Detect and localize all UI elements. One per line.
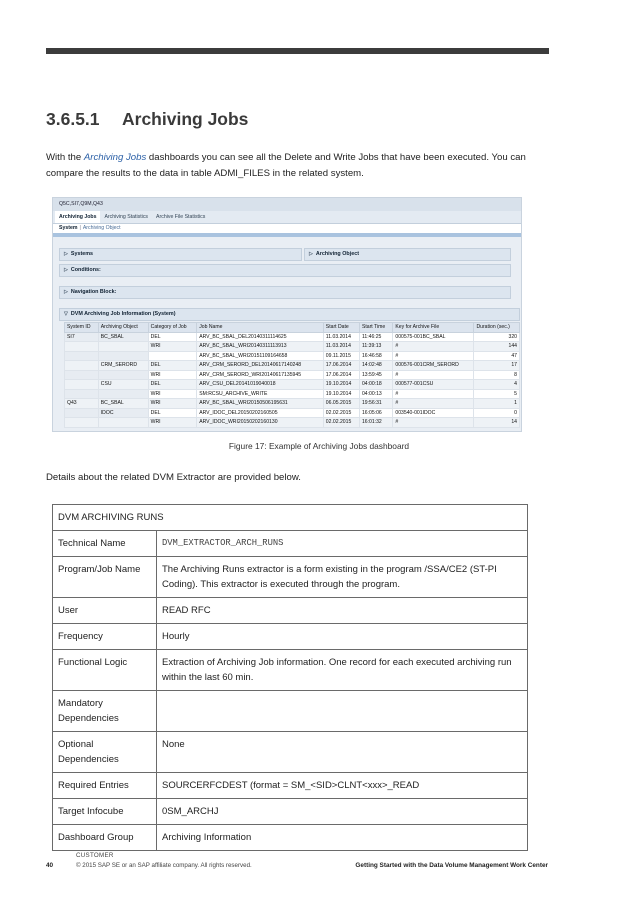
footer-classification: CUSTOMER (76, 852, 114, 859)
table-cell: WRI (148, 342, 197, 352)
runs-row-value: 0SM_ARCHJ (157, 799, 528, 825)
table-cell: 320 (474, 332, 520, 342)
table-cell: # (393, 389, 474, 399)
runs-row-value: SOURCERFCDEST (format = SM_<SID>CLNT<xxx>_READ (157, 773, 528, 799)
column-header[interactable]: Category of Job (148, 323, 197, 333)
table-cell (98, 389, 148, 399)
runs-row (53, 799, 528, 825)
expand-triangle-icon[interactable] (64, 289, 68, 295)
column-header[interactable]: Key for Archive File (393, 323, 474, 333)
breadcrumb-separator: | (79, 225, 81, 231)
expand-triangle-icon[interactable] (64, 267, 68, 273)
table-cell (65, 361, 99, 371)
table-cell: ARV_IDOC_DEL20150202160505 (197, 408, 324, 418)
conditions-panel[interactable] (59, 264, 511, 277)
table-cell: ARV_BC_SBAL_WRI20140311113913 (197, 342, 324, 352)
table-cell: 14:02:48 (359, 361, 392, 371)
table-cell: 09.11.2015 (323, 351, 359, 361)
runs-row (53, 557, 528, 598)
table-cell: CSU (98, 380, 148, 390)
table-cell: 17.06.2014 (323, 370, 359, 380)
table-cell: 17.06.2014 (323, 361, 359, 371)
runs-row-value: Extraction of Archiving Job information. One record for each executed archiving run within the last 60 min. (157, 650, 528, 691)
table-cell: ARV_CSU_DEL20141019040018 (197, 380, 324, 390)
section-heading (46, 109, 248, 130)
table-row[interactable] (65, 332, 520, 342)
table-row[interactable] (65, 380, 520, 390)
table-row[interactable] (65, 370, 520, 380)
breadcrumb-archiving-object[interactable]: Archiving Object (82, 225, 121, 231)
table-cell: 0 (474, 408, 520, 418)
dashboard-title: Q5C,SI7,Q9M,Q43 (53, 198, 521, 211)
intro-text-after: dashboards you can see all the Delete and Write Jobs that have been executed. You can compare the results to the data in table ADMI_FILES in the related system. (46, 152, 526, 179)
job-information-panel[interactable] (59, 308, 520, 321)
table-cell: 17 (474, 361, 520, 371)
runs-row-key: Required Entries (53, 773, 157, 799)
table-cell: 06.05.2015 (323, 399, 359, 409)
table-cell: 47 (474, 351, 520, 361)
archiving-jobs-table (64, 322, 520, 428)
table-cell: 19:56:31 (359, 399, 392, 409)
table-cell (65, 408, 99, 418)
table-cell: 14 (474, 418, 520, 428)
systems-panel[interactable] (59, 248, 302, 261)
table-row[interactable] (65, 418, 520, 428)
header-strip (53, 233, 521, 237)
column-header[interactable]: System ID (65, 323, 99, 333)
table-cell: 16:46:58 (359, 351, 392, 361)
table-cell: IDOC (98, 408, 148, 418)
table-header-row (65, 323, 520, 333)
table-cell (65, 389, 99, 399)
table-cell: ARV_BC_SBAL_WRI20150506195631 (197, 399, 324, 409)
table-cell: ARV_BC_SBAL_DEL20140311114625 (197, 332, 324, 342)
table-cell: 11:46:25 (359, 332, 392, 342)
tab-archiving-statistics[interactable]: Archiving Statistics (104, 214, 149, 220)
table-cell: 4 (474, 380, 520, 390)
table-cell: ARV_CRM_SERORD_DEL20140617140248 (197, 361, 324, 371)
breadcrumb-system[interactable]: System (59, 225, 78, 231)
runs-row (53, 825, 528, 851)
footer-page-number: 40 (46, 862, 54, 869)
tab-archiving-jobs[interactable]: Archiving Jobs (55, 211, 100, 223)
table-cell: 02.02.2015 (323, 408, 359, 418)
runs-row (53, 624, 528, 650)
runs-row-key: Mandatory Dependencies (53, 691, 157, 732)
conditions-panel-label: Conditions: (70, 267, 101, 273)
footer-copyright: © 2015 SAP SE or an SAP affiliate company. All rights reserved. (76, 862, 252, 869)
runs-row-value (157, 691, 528, 732)
table-cell: Q43 (65, 399, 99, 409)
table-row[interactable] (65, 351, 520, 361)
breadcrumb (53, 224, 521, 233)
table-cell: # (393, 370, 474, 380)
table-cell: WRI (148, 389, 197, 399)
table-row[interactable] (65, 399, 520, 409)
runs-row (53, 732, 528, 773)
archiving-runs-table (52, 504, 528, 851)
column-header[interactable]: Archiving Object (98, 323, 148, 333)
runs-row-key: Technical Name (53, 531, 157, 557)
table-cell: # (393, 399, 474, 409)
table-cell: CRM_SERORD (98, 361, 148, 371)
table-cell: ARV_IDOC_WRI20150202160130 (197, 418, 324, 428)
table-cell: SM:RCSU_ARCHIVE_WRITE (197, 389, 324, 399)
table-cell (65, 370, 99, 380)
table-cell: 16:05:06 (359, 408, 392, 418)
runs-row-key: Target Infocube (53, 799, 157, 825)
section-title: Archiving Jobs (122, 109, 249, 129)
table-cell: 16:01:32 (359, 418, 392, 428)
table-cell: SI7 (65, 332, 99, 342)
column-header[interactable]: Duration (sec.) (474, 323, 520, 333)
expand-triangle-icon[interactable] (309, 251, 313, 257)
archiving-jobs-link[interactable]: Archiving Jobs (83, 152, 147, 163)
runs-table-header-row (53, 505, 528, 531)
table-cell: BC_SBAL (98, 332, 148, 342)
table-cell: # (393, 418, 474, 428)
intro-text-before: With the (46, 152, 84, 163)
table-cell: WRI (148, 418, 197, 428)
table-cell: 04:00:18 (359, 380, 392, 390)
details-paragraph: Details about the related DVM Extractor are provided below. (46, 472, 301, 483)
table-cell (98, 418, 148, 428)
dashboard-screenshot (52, 197, 522, 432)
archiving-object-panel-label: Archiving Object (315, 251, 359, 257)
column-header[interactable]: Job Name (197, 323, 324, 333)
tab-archive-file-statistics[interactable]: Archive File Statistics (156, 214, 206, 220)
runs-table-header: DVM ARCHIVING RUNS (53, 505, 528, 531)
runs-row-value: Archiving Information (157, 825, 528, 851)
systems-panel-label: Systems (70, 251, 94, 257)
dashboard-tabs (53, 211, 521, 224)
job-information-panel-label: DVM Archiving Job Information (System) (70, 311, 176, 317)
archiving-object-panel[interactable] (304, 248, 511, 261)
footer-book-title: Getting Started with the Data Volume Management Work Center (355, 862, 548, 869)
table-cell: 19.10.2014 (323, 380, 359, 390)
column-header[interactable]: Start Date (323, 323, 359, 333)
table-cell: 04:00:13 (359, 389, 392, 399)
table-cell: 8 (474, 370, 520, 380)
table-cell: WRI (148, 370, 197, 380)
table-cell: ARV_CRM_SERORD_WRI20140617135945 (197, 370, 324, 380)
runs-row-value: The Archiving Runs extractor is a form existing in the program /SSA/CE2 (ST-PI Coding). This extractor is executed through the program. (157, 557, 528, 598)
table-cell: 11.03.2014 (323, 342, 359, 352)
runs-row (53, 531, 528, 557)
navigation-block-panel[interactable] (59, 286, 511, 299)
table-cell: ARV_BC_SBAL_WRI20151109164658 (197, 351, 324, 361)
table-cell (65, 351, 99, 361)
table-row[interactable] (65, 342, 520, 352)
table-cell: 13:59:45 (359, 370, 392, 380)
table-cell: DEL (148, 408, 197, 418)
runs-row-value: Hourly (157, 624, 528, 650)
table-cell: 000577-001CSU (393, 380, 474, 390)
runs-row-key: Functional Logic (53, 650, 157, 691)
runs-row-value: None (157, 732, 528, 773)
navigation-block-panel-label: Navigation Block: (70, 289, 117, 295)
table-cell: 000575-001BC_SBAL (393, 332, 474, 342)
table-cell: WRI (148, 399, 197, 409)
runs-row (53, 598, 528, 624)
table-cell: 144 (474, 342, 520, 352)
runs-row-key: Optional Dependencies (53, 732, 157, 773)
table-cell: # (393, 342, 474, 352)
column-header[interactable]: Start Time (359, 323, 392, 333)
intro-paragraph (46, 150, 546, 182)
table-cell: 003540-001IDOC (393, 408, 474, 418)
table-cell: 19.10.2014 (323, 389, 359, 399)
table-cell (98, 370, 148, 380)
runs-row-key: Frequency (53, 624, 157, 650)
table-cell: BC_SBAL (98, 399, 148, 409)
table-cell: 11.03.2014 (323, 332, 359, 342)
runs-row-key: Program/Job Name (53, 557, 157, 598)
runs-row-value: READ RFC (157, 598, 528, 624)
runs-row-key: User (53, 598, 157, 624)
table-cell: 11:39:13 (359, 342, 392, 352)
top-rule (46, 48, 549, 54)
table-row[interactable] (65, 361, 520, 371)
figure-caption: Figure 17: Example of Archiving Jobs dashboard (228, 441, 410, 451)
table-cell: 1 (474, 399, 520, 409)
table-cell (148, 351, 197, 361)
section-number: 3.6.5.1 (46, 109, 100, 129)
table-cell (98, 351, 148, 361)
table-cell: 5 (474, 389, 520, 399)
runs-row (53, 691, 528, 732)
table-cell (65, 418, 99, 428)
table-cell: # (393, 351, 474, 361)
table-cell: 000576-001CRM_SERORD (393, 361, 474, 371)
runs-row-value: DVM_EXTRACTOR_ARCH_RUNS (157, 531, 528, 557)
runs-row (53, 773, 528, 799)
expand-triangle-icon[interactable] (64, 251, 68, 257)
table-cell (65, 380, 99, 390)
table-cell: DEL (148, 332, 197, 342)
runs-row (53, 650, 528, 691)
table-cell: 02.02.2015 (323, 418, 359, 428)
table-cell (98, 342, 148, 352)
table-row[interactable] (65, 389, 520, 399)
collapse-triangle-icon[interactable] (64, 311, 68, 317)
table-cell: DEL (148, 380, 197, 390)
table-row[interactable] (65, 408, 520, 418)
table-cell (65, 342, 99, 352)
runs-row-key: Dashboard Group (53, 825, 157, 851)
table-cell: DEL (148, 361, 197, 371)
